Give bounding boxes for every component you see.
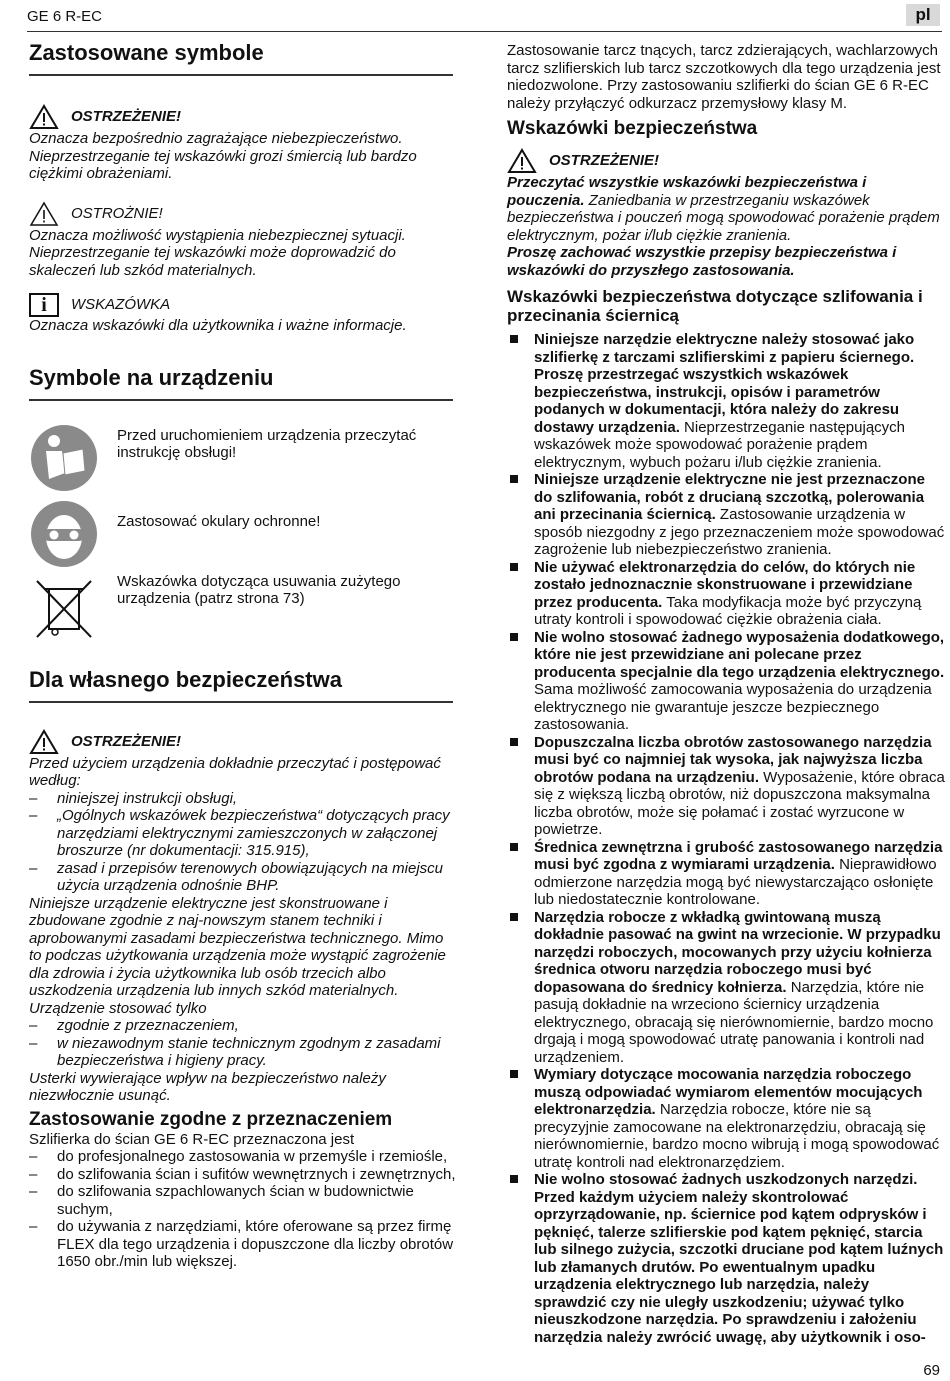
safety-closing: Usterki wywierające wpływ na bezpieczeństwo należy niezwłocznie usunąć. (29, 1069, 386, 1104)
caution-label: OSTROŻNIE! (71, 204, 163, 222)
item-text: Nieprawidłowo odmierzone narzędzia mogą być niewystarczająco osłonięte lub niedostatecznie kontrolowane. (534, 856, 937, 908)
list-item: – do używania z narzędziami, które oferowane są przez firmę FLEX dla tego urządzenia i dopuszczone dla liczby obrotów 1650 obr./min lub większej. (29, 1218, 457, 1271)
list-item: – w niezawodnym stanie technicznym zgodnym z zasadami bezpieczeństwa i higieny pracy. (29, 1035, 457, 1070)
safety-goggles-icon (29, 499, 99, 569)
warning-row-2 (29, 729, 457, 755)
section-title-safety: Dla własnego bezpieczeństwa (29, 667, 453, 703)
list-item (507, 909, 945, 1067)
item-text: Zastosowanie urządzenia w sposób niezgodny z jego przeznaczeniem może spowodować zagrożenie lub niebezpieczeństwo zranienia. (534, 506, 945, 558)
item-bold: Dopuszczalna liczba obrotów zastosowanego narzędzia musi być co najmniej tak wysoka, jak najwyższa liczba obrotów podana na urządzeniu. (534, 733, 932, 786)
document-model-header: GE 6 R-EC (27, 8, 103, 25)
intended-restriction-text: Zastosowanie tarcz tnących, tarcz zdzierających, wachlarzowych tarcz szlifierskich lub tarcz szczotkowych dla tego urządzenia jest niedozwolone. Przy zastosowaniu szlifierki do ścian GE 6 R-EC należy przyłączyć odkurzacz przemysłowy klasy M. (507, 42, 941, 112)
list-item: – „Ogólnych wskazówek bezpieczeństwa“ dotyczących pracy narzędziami elektrycznymi zamieszczonych w załączonej broszurze (nr dokumentacji: 315.915), (29, 807, 457, 860)
item-text: Sama możliwość zamocowania wyposażenia do urządzenia elektrycznego nie gwarantuje jeszcze bezpiecznego zastosowania. (534, 681, 932, 733)
symbol-row-disposal (29, 573, 457, 643)
list-item: – do szlifowania szpachlowanych ścian w budownictwie suchym, (29, 1183, 457, 1218)
list-item: – do szlifowania ścian i sufitów wewnętrznych i zewnętrznych, (29, 1166, 457, 1184)
note-label: WSKAZÓWKA (71, 296, 171, 314)
list-item (507, 1066, 945, 1171)
intended-intro: Szlifierka do ścian GE 6 R-EC przeznaczona jest (29, 1130, 355, 1148)
list-item (507, 471, 945, 559)
info-icon: i (29, 293, 59, 317)
list-item: – niniejszej instrukcji obsługi, (29, 790, 457, 808)
item-bold: Nie wolno stosować żadnego wyposażenia dodatkowego, które nie jest przewidziane ani polecane przez producenta specjalnie dla tego urządzenia elektrycznego. (534, 628, 945, 681)
safety-warning-body (29, 755, 457, 1105)
left-column (29, 40, 457, 1271)
list-item: – do profesjonalnego zastosowania w przemyśle i rzemiośle, (29, 1148, 457, 1166)
warning-description: Oznacza bezpośrednio zagrażające niebezpieczeństwo. Nieprzestrzeganie tej wskazówki grozi śmiercią lub bardzo ciężkimi obrażeniami. (29, 130, 417, 182)
warning-label: OSTRZEŻENIE! (71, 732, 182, 750)
item-text: Nieprzestrzeganie następujących wskazówek może spowodować porażenie prądem elektrycznym, wybuch pożaru i/lub ciężkie zranienia. (534, 418, 905, 471)
section-title-grinding-safety: Wskazówki bezpieczeństwa dotyczące szlifowania i przecinania ściernicą (507, 287, 923, 325)
item-bold: Średnica zewnętrzna i grubość zastosowanego narzędzia musi być zgodna z wymiarami urządzenia. (534, 838, 943, 873)
symbol-row-goggles (29, 499, 457, 569)
safety-list-2 (29, 1017, 457, 1070)
safety-paragraph: Niniejsze urządzenie elektryczne jest skonstruowane i zbudowane zgodnie z naj-nowszym stanem techniki i aprobowanymi zasadami bezpieczeństwa technicznego. Mimo to podczas użytkowania urządzenia może wystąpić zagrożenie dla zdrowia i życia użytkownika lub osób trzecich albo uszkodzenia urządzenia lub innych szkód materialnych. Urządzenie stosować tylko (29, 894, 446, 1017)
warning-keep-instructions: Proszę zachować wszystkie przepisy bezpieczeństwa i wskazówki do przyszłego zastosowania. (507, 244, 897, 279)
caution-description: Oznacza możliwość wystąpienia niebezpiecznej sytuacji. Nieprzestrzeganie tej wskazówki może doprowadzić do skaleczeń lub szkód materialnych. (29, 226, 406, 279)
intended-list (29, 1148, 457, 1271)
safety-intro: Przed użyciem urządzenia dokładnie przeczytać i postępować według: (29, 754, 441, 789)
list-item (507, 734, 945, 839)
section-title-safety-tips: Wskazówki bezpieczeństwa (507, 118, 758, 139)
list-item (507, 839, 945, 909)
caution-triangle-icon (29, 201, 59, 227)
item-bold: Wymiary dotyczące mocowania narzędzia roboczego muszą odpowiadać wymiarom elementów mocujących elektronarzędzia. (534, 1066, 923, 1118)
item-text: Narzędzia, które nie pasują dokładnie na wrzeciono ściernicy urządzenia elektrycznego, obracają się nierównomiernie, bardzo mocno drgają i mogą spowodować utratę panowania i kontroli nad urządzeniem. (534, 978, 934, 1066)
symbol-goggles-text: Zastosować okulary ochronne! (117, 512, 321, 530)
warning-row-right (507, 148, 945, 174)
note-row (29, 293, 457, 317)
item-bold: Narzędzia robocze z wkładką gwintowaną muszą dokładnie pasować na gwint na wrzecionie. W przypadku narzędzi roboczych, mocowanych przy użyciu kołnierza średnica otworu narzędzia roboczego musi być dopasowana do średnicy kołnierza. (534, 908, 941, 996)
warning-triangle-icon (29, 729, 59, 755)
item-text: Taka modyfikacja może być przyczyną utraty kontroli i spowodować ciężkie obrażenia ciała. (534, 593, 922, 628)
item-text: Narzędzia robocze, które nie są precyzyjnie zamocowane na elektronarzędziu, obracają się nierównomiernie, bardzo mocno wibrują i mogą spowodować utratę kontroli nad elektronarzędziem. (534, 1101, 940, 1171)
item-text: Wyposażenie, które obraca się z większą liczbą obrotów, niż dopuszczona maksymalna liczba obrotów, może się połamać i zostać wyrzucone w powietrze. (534, 768, 945, 838)
warning-triangle-icon (507, 148, 537, 174)
item-bold: Niniejsze narzędzie elektryczne należy stosować jako szlifierkę z tarczami szlifierskimi z papieru ściernego. Proszę przestrzegać wszystkich wskazówek bezpieczeństwa, instrukcji, opisów i parametrów podanych w dokumentacji, która należy do zakresu dostawy urządzenia. (534, 331, 915, 436)
warning-bold-text: Przeczytać wszystkie wskazówki bezpieczeństwa i pouczenia. (507, 174, 867, 209)
crossed-bin-icon (29, 573, 99, 643)
item-bold: Niniejsze urządzenie elektryczne nie jest przeznaczone do szlifowania, robót z drucianą szczotką, polerowania ani przecinania ściernicą. (534, 471, 925, 523)
warning-label: OSTRZEŻENIE! (71, 108, 182, 126)
list-item: – zgodnie z przeznaczeniem, (29, 1017, 457, 1035)
section-title-symbols: Zastosowane symbole (29, 40, 453, 76)
warning-triangle-icon (29, 104, 59, 130)
item-bold: Nie wolno stosować żadnych uszkodzonych narzędzi. Przed każdym użyciem należy skontrolować oprzyrządowanie, np. ściernice pod kątem odprysków i pęknięć, talerze szlifierskie pod kątem pęknięć, starcia lub silnego zużycia, szczotki druciane pod kątem luźnych lub złamanych drutów. Po ewentualnym upadku urządzenia elektrycznego lub narzędzia, należy sprawdzić czy nie uległy uszkodzeniu; używać tylko nieuszkodzone narzędzia. Po sprawdzeniu i założeniu narzędzia należy zwrócić uwagę, aby użytkownik i oso- (534, 1171, 944, 1346)
list-item (507, 1171, 945, 1346)
page-number: 69 (923, 1362, 940, 1379)
list-item (507, 331, 945, 471)
warning-row (29, 104, 457, 130)
note-description: Oznacza wskazówki dla użytkownika i ważne informacje. (29, 317, 407, 334)
symbol-row-manual (29, 423, 457, 493)
list-item (507, 559, 945, 629)
header-rule (27, 31, 942, 32)
grinding-safety-list (507, 331, 945, 1346)
right-column (507, 42, 945, 1346)
item-bold: Nie używać elektronarzędzia do celów, do których nie zostało jednoznacznie skonstruowane i przewidziane przez producenta. (534, 558, 916, 611)
caution-row (29, 201, 457, 227)
read-manual-icon (29, 423, 99, 493)
symbol-manual-text: Przed uruchomieniem urządzenia przeczytać instrukcję obsługi! (117, 426, 417, 461)
warning-read-all (507, 174, 945, 244)
warning-label: OSTRZEŻENIE! (549, 152, 660, 170)
section-title-device-symbols: Symbole na urządzeniu (29, 365, 453, 401)
section-title-intended-use: Zastosowanie zgodne z przeznaczeniem (29, 1108, 393, 1130)
list-item (507, 629, 945, 734)
safety-list (29, 790, 457, 895)
list-item: – zasad i przepisów terenowych obowiązujących na miejscu użycia urządzenia odnośnie BHP. (29, 860, 457, 895)
symbol-disposal-text: Wskazówka dotycząca usuwania zużytego urządzenia (patrz strona 73) (117, 572, 401, 607)
warning-normal-text: Zaniedbania w przestrzeganiu wskazówek bezpieczeństwa i pouczeń mogą spowodować porażenie prądem elektrycznym, pożar i/lub ciężkie zranienia. (507, 191, 940, 244)
language-badge: pl (906, 4, 940, 26)
